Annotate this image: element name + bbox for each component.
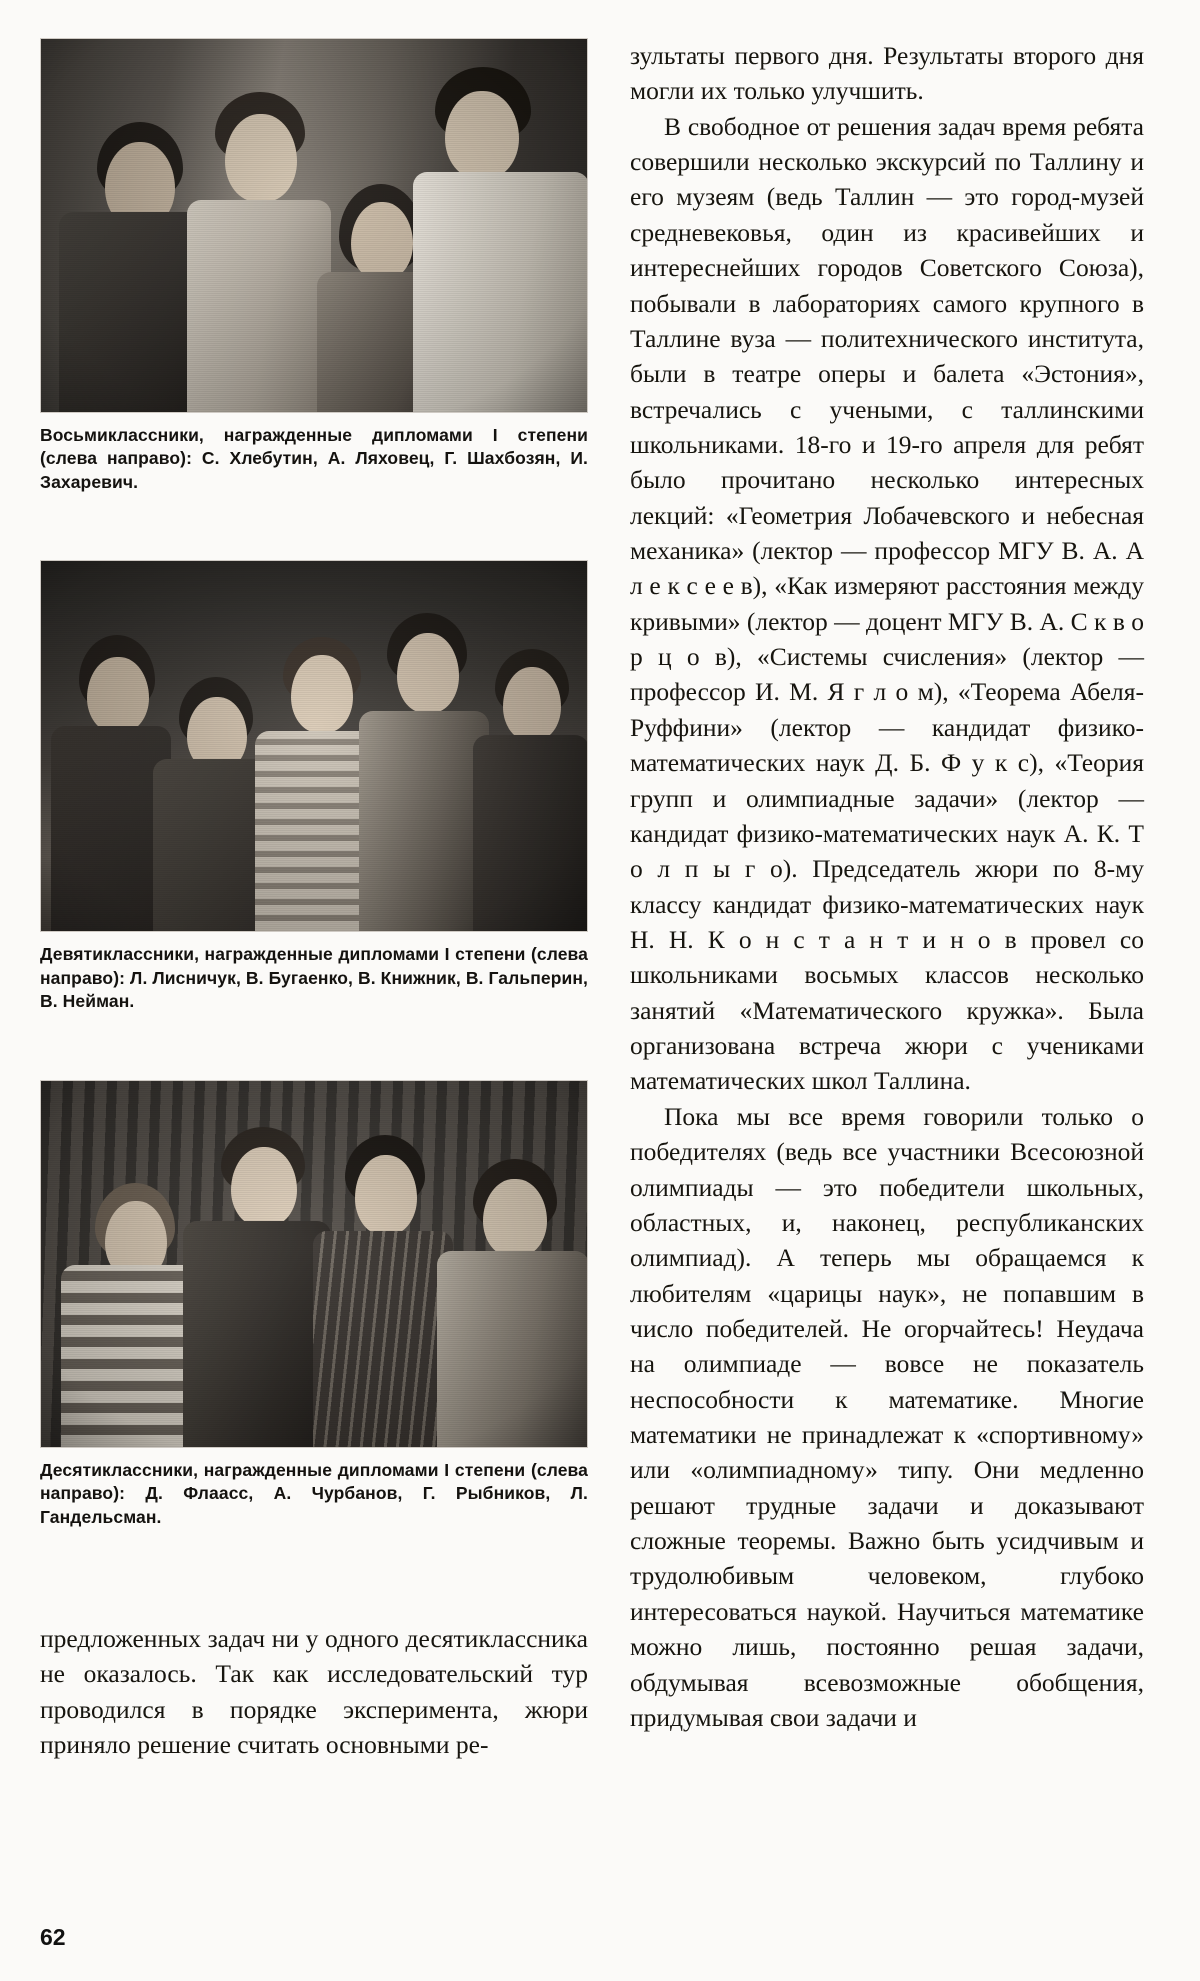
left-column-body (40, 1621, 588, 1762)
paragraph-excursions: В свободное от решения задач время ребята совершили несколько экскурсий по Таллину и его музеям (ведь Таллин — это город-музей средневековья, один из красивейших и интереснейших городов Советского Союза), побывали в лабораториях самого крупного в Таллине вуза — политехнического института, были в театре оперы и балета «Эстония», встречались с учеными, с таллинскими школьниками. 18-го и 19-го апреля для ребят было прочитано несколько интересных лекций: «Геометрия Лобачевского и небесная механика» (лектор — профессор МГУ В. А. А л е к с е е в), «Как измеряют расстояния между кривыми» (лектор — доцент МГУ В. А. С к в о р ц о в), «Системы счисления» (лектор — профессор И. М. Я г л о м), «Теорема Абеля-Руффини» (лектор — кандидат физико-математических наук Д. Б. Ф у к с), «Теория групп и олимпиадные задачи» (лектор — кандидат физико-математических наук А. К. Т о л п ы г о). Председатель жюри по 8-му классу кандидат физико-математических наук Н. Н. К о н с т а н т и н о в провел со школьниками восьмых классов несколько занятий «Математического кружка». Была организована встреча жюри с учениками математических школ Таллина. (630, 111, 1144, 1096)
photo-vignette (41, 39, 587, 412)
paragraph-continuation: предложенных задач ни у одного десятиклассника не оказалось. Так как исследовательский тур проводился в порядке эксперимента, жюри приняло решение считать основными ре- (40, 1623, 588, 1759)
right-column (630, 38, 1144, 1898)
two-column-layout (40, 38, 1144, 1898)
photo-9th-grade-winners (40, 560, 588, 932)
paragraph-encouragement: Пока мы все время говорили только о победителях (ведь все участники Всесоюзной олимпиады — это победители школьных, областных, и, наконец, республиканских олимпиад). А теперь мы обращаемся к любителям «царицы наук», не попавшим в число победителей. Не огорчайтесь! Неудача на олимпиаде — вовсе не показатель неспособности к математике. Многие математики не принадлежат к «спортивному» или «олимпиадному» типу. Они медленно решают трудные задачи и доказывают сложные теоремы. Важно быть усидчивым и трудолюбивым человеком, глубоко интересоваться наукой. Научиться математике можно лишь, постоянно решая задачи, обдумывая всевозможные обобщения, придумывая свои задачи и (630, 1101, 1144, 1732)
figure-caption: Восьмиклассники, награжденные дипломами I степени (слева направо): С. Хлебутин, А. Ляховец, Г. Шахбозян, И. Захаревич. (40, 425, 588, 492)
figure-caption: Десятиклассники, награжденные дипломами I степени (слева направо): Д. Флаасс, А. Чурбанов, Г. Рыбников, Л. Гандельсман. (40, 1459, 588, 1527)
paragraph-continuation: зультаты первого дня. Результаты второго дня могли их только улучшить. (630, 41, 1144, 106)
photo-10th-grade-winners (40, 1080, 588, 1448)
photo-vignette (41, 1081, 587, 1447)
photo-8th-grade-winners (40, 38, 588, 413)
photo-vignette (41, 561, 587, 931)
figure-9th-grade (40, 560, 588, 1013)
figure-10th-grade (40, 1080, 588, 1529)
figure-8th-grade (40, 38, 588, 494)
figure-caption: Девятиклассники, награжденные дипломами I степени (слева направо): Л. Лисничук, В. Бугаенко, В. Книжник, В. Гальперин, В. Нейман. (40, 944, 588, 1012)
page-number: 62 (40, 1924, 66, 1950)
right-column-body (630, 38, 1144, 1735)
left-column (40, 38, 588, 1898)
